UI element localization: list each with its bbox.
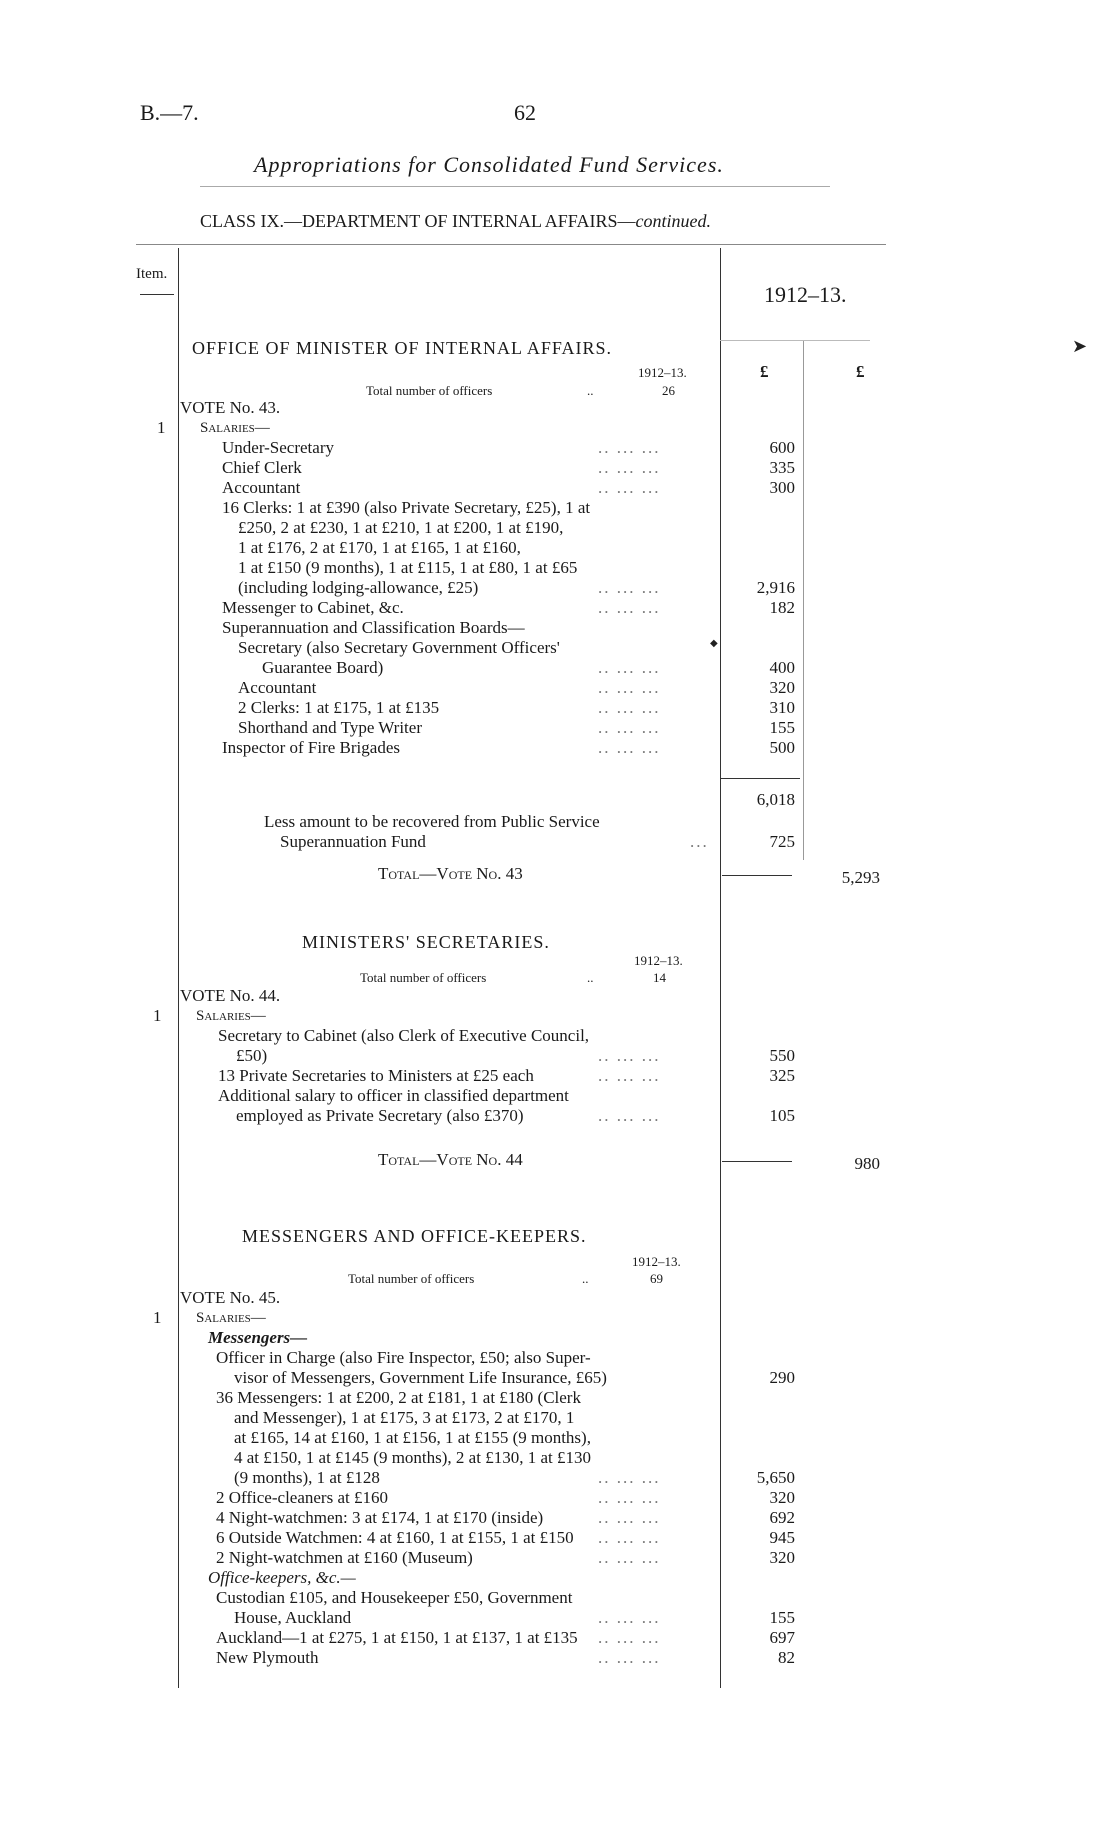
officers-year-45: 1912–13. <box>632 1254 681 1269</box>
salary-line-text: House, Auckland <box>234 1608 352 1627</box>
salary-line-amount: 82 <box>778 1648 795 1667</box>
officers-count-45: 69 <box>650 1271 663 1286</box>
pound-sign-amount: £ <box>760 362 769 381</box>
salary-line-amount: 310 <box>769 698 795 717</box>
page-title: Appropriations for Consolidated Fund Services. <box>254 152 724 177</box>
salary-line-text: Secretary (also Secretary Government Officers' <box>238 638 560 657</box>
salary-line-text: at £165, 14 at £160, 1 at £156, 1 at £155 (9 months), <box>234 1428 591 1447</box>
class-heading-continued: continued. <box>635 211 711 231</box>
class-heading-main: CLASS IX.—DEPARTMENT OF INTERNAL AFFAIRS— <box>200 211 636 231</box>
item-column-rule <box>178 248 179 1688</box>
salary-line-amount: 290 <box>769 1368 795 1387</box>
office-keepers-heading: Office-keepers, &c.— <box>208 1568 356 1587</box>
salary-line-text: Auckland—1 at £275, 1 at £150, 1 at £137, 1 at £135 <box>216 1628 578 1647</box>
officers-year-44: 1912–13. <box>634 953 683 968</box>
less-line-2: Superannuation Fund <box>280 832 426 851</box>
item-column-label: Item. <box>136 266 168 282</box>
leader-dots: .. ... ... <box>598 1488 661 1507</box>
salary-line-text: Chief Clerk <box>222 458 302 477</box>
salary-line-text: employed as Private Secretary (also £370) <box>236 1106 524 1125</box>
subtotal-43: 6,018 <box>756 790 795 809</box>
salary-line-text: Inspector of Fire Brigades <box>222 738 400 757</box>
salary-line-amount: 550 <box>769 1046 795 1065</box>
salary-line-amount: 2,916 <box>756 578 795 597</box>
leader-dots: .. ... ... <box>598 1528 661 1547</box>
salary-line-text: 1 at £176, 2 at £170, 1 at £165, 1 at £160, <box>238 538 521 557</box>
salary-line-text: Under-Secretary <box>222 438 334 457</box>
salary-line-amount: 155 <box>769 718 795 737</box>
item-number-43: 1 <box>157 418 166 437</box>
salary-line-text: £50) <box>236 1046 268 1065</box>
total-label-44: Total—Vote No. 44 <box>378 1150 523 1169</box>
salary-line-text: (9 months), 1 at £128 <box>234 1468 380 1487</box>
class-heading <box>200 211 711 232</box>
salary-line-text: Messenger to Cabinet, &c. <box>222 598 404 617</box>
leader-dots: .. ... ... <box>598 1648 661 1667</box>
officers-dots-44: .. <box>587 970 594 985</box>
officers-label-44: Total number of officers <box>360 970 487 985</box>
salary-line-text: Superannuation and Classification Boards— <box>222 618 525 637</box>
salary-line-text: and Messenger), 1 at £175, 3 at £173, 2 at £170, 1 <box>234 1408 575 1427</box>
leader-dots: .. ... ... <box>598 1066 661 1085</box>
leader-dots: .. ... ... <box>598 1106 661 1125</box>
salary-line-text: Guarantee Board) <box>262 658 384 677</box>
salary-line-text: 2 Night-watchmen at £160 (Museum) <box>216 1548 473 1567</box>
officers-count-43: 26 <box>662 383 675 398</box>
section-heading-vote-45: MESSENGERS AND OFFICE-KEEPERS. <box>242 1226 587 1246</box>
total-column-rule <box>803 340 804 860</box>
officers-year-43: 1912–13. <box>638 365 687 380</box>
officers-count-44: 14 <box>653 970 666 985</box>
salary-line-amount: 182 <box>769 598 795 617</box>
leader-dots: .. ... ... <box>598 1508 661 1527</box>
salary-line-amount: 697 <box>769 1628 795 1647</box>
salary-line-amount: 300 <box>769 478 795 497</box>
salary-line-text: 2 Office-cleaners at £160 <box>216 1488 388 1507</box>
salary-line-amount: 320 <box>769 1548 795 1567</box>
vote-number-45: VOTE No. 45. <box>180 1288 281 1307</box>
salary-line-text: visor of Messengers, Government Life Insurance, £65) <box>234 1368 607 1387</box>
leader-dots: .. ... ... <box>598 658 661 677</box>
vote-number-43: VOTE No. 43. <box>180 398 281 417</box>
salary-line-amount: 945 <box>769 1528 795 1547</box>
salaries-heading-43: Salaries— <box>200 420 270 436</box>
leader-dots: .. ... ... <box>598 1046 661 1065</box>
leader-dots: .. ... ... <box>598 1548 661 1567</box>
item-number-44: 1 <box>153 1006 162 1025</box>
leader-dots: .. ... ... <box>598 438 661 457</box>
pound-sign-total: £ <box>856 362 865 381</box>
leader-dots: .. ... ... <box>598 718 661 737</box>
officers-dots-43: .. <box>587 383 594 398</box>
salary-line-text: 4 Night-watchmen: 3 at £174, 1 at £170 (inside) <box>216 1508 544 1527</box>
salary-line-amount: 500 <box>769 738 795 757</box>
vote-number-44: VOTE No. 44. <box>180 986 281 1005</box>
salary-line-amount: 155 <box>769 1608 795 1627</box>
section-heading-vote-44: MINISTERS' SECRETARIES. <box>302 932 550 952</box>
salary-line-text: Officer in Charge (also Fire Inspector, £50; also Super- <box>216 1348 591 1367</box>
margin-dot-icon: ◆ <box>710 638 718 649</box>
leader-dots: .. ... ... <box>598 738 661 757</box>
salary-line-text: 1 at £150 (9 months), 1 at £115, 1 at £80, 1 at £65 <box>238 558 578 577</box>
salary-line-text: 2 Clerks: 1 at £175, 1 at £135 <box>238 698 440 717</box>
salary-line-text: 36 Messengers: 1 at £200, 2 at £181, 1 at £180 (Clerk <box>216 1388 581 1407</box>
less-line-1: Less amount to be recovered from Public Service <box>264 812 600 831</box>
salary-line-text: Shorthand and Type Writer <box>238 718 422 737</box>
amount-column-rule <box>720 248 721 1688</box>
salary-line-text: Accountant <box>238 678 317 697</box>
salary-line-amount: 600 <box>769 438 795 457</box>
leader-dots: .. ... ... <box>598 1628 661 1647</box>
leader-dots: .. ... ... <box>598 678 661 697</box>
document-ref: B.—7. <box>140 100 199 125</box>
salary-line-text: (including lodging-allowance, £25) <box>238 578 479 597</box>
salary-line-amount: 325 <box>769 1066 795 1085</box>
page-number: 62 <box>514 100 536 125</box>
leader-dots: .. ... ... <box>598 458 661 477</box>
total-amount-43: 5,293 <box>841 868 880 887</box>
leader-dots: .. ... ... <box>598 578 661 597</box>
messengers-heading: Messengers— <box>208 1328 308 1347</box>
salary-line-text: £250, 2 at £230, 1 at £210, 1 at £200, 1 at £190, <box>238 518 564 537</box>
salary-line-text: 16 Clerks: 1 at £390 (also Private Secretary, £25), 1 at <box>222 498 591 517</box>
leader-dots: .. ... ... <box>598 698 661 717</box>
officers-dots-45: .. <box>582 1271 589 1286</box>
leader-dots: .. ... ... <box>598 1468 661 1487</box>
officers-label-43: Total number of officers <box>366 383 493 398</box>
salary-line-text: Secretary to Cabinet (also Clerk of Executive Council, <box>218 1026 590 1045</box>
salary-line-text: Custodian £105, and Housekeeper £50, Government <box>216 1588 573 1607</box>
leader-dots: .. ... ... <box>598 598 661 617</box>
total-label-43: Total—Vote No. 43 <box>378 864 523 883</box>
item-number-45: 1 <box>153 1308 162 1327</box>
officers-label-45: Total number of officers <box>348 1271 475 1286</box>
salary-line-text: Additional salary to officer in classified department <box>218 1086 569 1105</box>
salaries-heading-44: Salaries— <box>196 1008 266 1024</box>
year-column-label: 1912–13. <box>764 282 847 307</box>
salary-line-text: 4 at £150, 1 at £145 (9 months), 2 at £130, 1 at £130 <box>234 1448 591 1467</box>
total-amount-44: 980 <box>854 1154 880 1173</box>
leader-dots: .. ... ... <box>598 478 661 497</box>
salary-line-text: New Plymouth <box>216 1648 319 1667</box>
margin-arrow-icon: ➤ <box>1072 336 1088 356</box>
salary-line-amount: 335 <box>769 458 795 477</box>
salary-line-amount: 105 <box>769 1106 795 1125</box>
leader-dots: .. ... ... <box>598 1608 661 1627</box>
salary-line-text: Accountant <box>222 478 301 497</box>
salary-line-text: 6 Outside Watchmen: 4 at £160, 1 at £155, 1 at £150 <box>216 1528 574 1547</box>
salaries-heading-45: Salaries— <box>196 1310 266 1326</box>
salary-line-amount: 320 <box>769 678 795 697</box>
salary-line-amount: 320 <box>769 1488 795 1507</box>
less-amount-43: 725 <box>769 832 795 851</box>
salary-line-amount: 5,650 <box>756 1468 795 1487</box>
less-dots: ... <box>690 832 709 851</box>
salary-line-amount: 400 <box>769 658 795 677</box>
section-heading-vote-43: OFFICE OF MINISTER OF INTERNAL AFFAIRS. <box>192 338 613 358</box>
salary-line-amount: 692 <box>769 1508 795 1527</box>
salary-line-text: 13 Private Secretaries to Ministers at £25 each <box>218 1066 534 1085</box>
